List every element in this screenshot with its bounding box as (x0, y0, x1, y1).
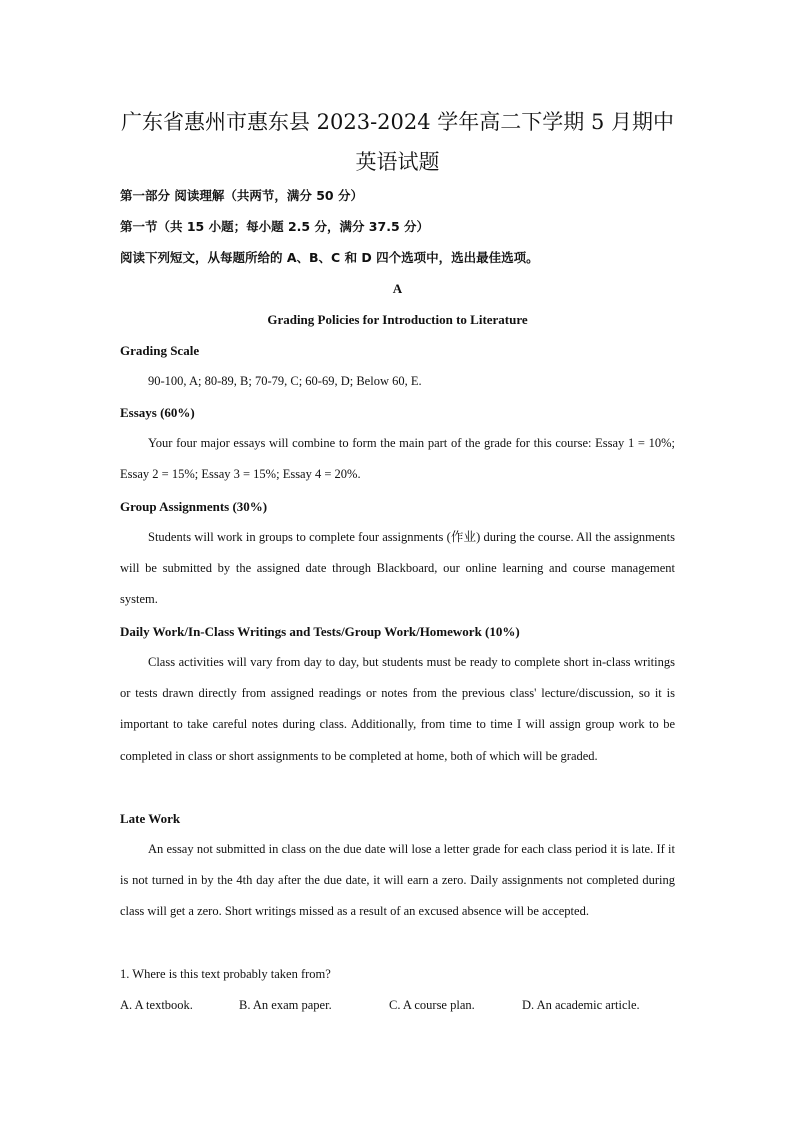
option-b: B. An exam paper. (239, 998, 332, 1012)
section-heading-group-assignments: Group Assignments (30%) (120, 499, 268, 514)
part-heading: 第一部分 阅读理解（共两节，满分 50 分） (120, 188, 363, 203)
option-d: D. An academic article. (522, 998, 640, 1012)
section-body-late-work: An essay not submitted in class on the due date will lose a letter grade for each class period it is late. If it is not turned in by the 4th day after the due date, it will earn a zero. Daily assignments not completed during class will get a zero. Short writings missed as a result of an excused absence will be accepted. (120, 842, 675, 919)
section-body-grading-scale: 90-100, A; 80-89, B; 70-79, C; 60-69, D; Below 60, E. (148, 374, 422, 388)
question-stem: 1. Where is this text probably taken from? (120, 967, 331, 981)
section-heading-late-work: Late Work (120, 811, 181, 826)
section-heading: 第一节（共 15 小题；每小题 2.5 分，满分 37.5 分） (120, 219, 429, 234)
passage-title: Grading Policies for Introduction to Literature (267, 312, 528, 327)
passage-label: A (392, 281, 403, 296)
document-subtitle: 英语试题 (355, 150, 440, 174)
section-body-essays: Your four major essays will combine to form the main part of the grade for this course: Essay 1 = 10%; Essay 2 = 15%; Essay 3 = 15%; Essay 4 = 20%. (120, 436, 675, 482)
option-c: C. A course plan. (389, 998, 475, 1012)
section-body-group-assignments: Students will work in groups to complete four assignments (作业) during the course. All the assignments will be submitted by the assigned date through Blackboard, our online learning and course management system. (120, 530, 675, 607)
section-heading-grading-scale: Grading Scale (120, 343, 200, 358)
section-heading-essays: Essays (60%) (120, 405, 195, 420)
section-heading-daily-work: Daily Work/In-Class Writings and Tests/Group Work/Homework (10%) (120, 624, 520, 639)
directions-text: 阅读下列短文，从每题所给的 A、B、C 和 D 四个选项中，选出最佳选项。 (120, 250, 539, 265)
option-a: A. A textbook. (120, 998, 193, 1012)
section-body-daily-work: Class activities will vary from day to day, but students must be ready to complete short in-class writings or tests drawn directly from assigned readings or notes from the previous class' lecture/discussion, so it is important to take careful notes during class. Additionally, from time to time I will assign group work to be completed in class or short assignments to be completed at home, both of which will be graded. (120, 655, 675, 763)
document-title: 广东省惠州市惠东县 2023-2024 学年高二下学期 5 月期中 (120, 110, 675, 134)
